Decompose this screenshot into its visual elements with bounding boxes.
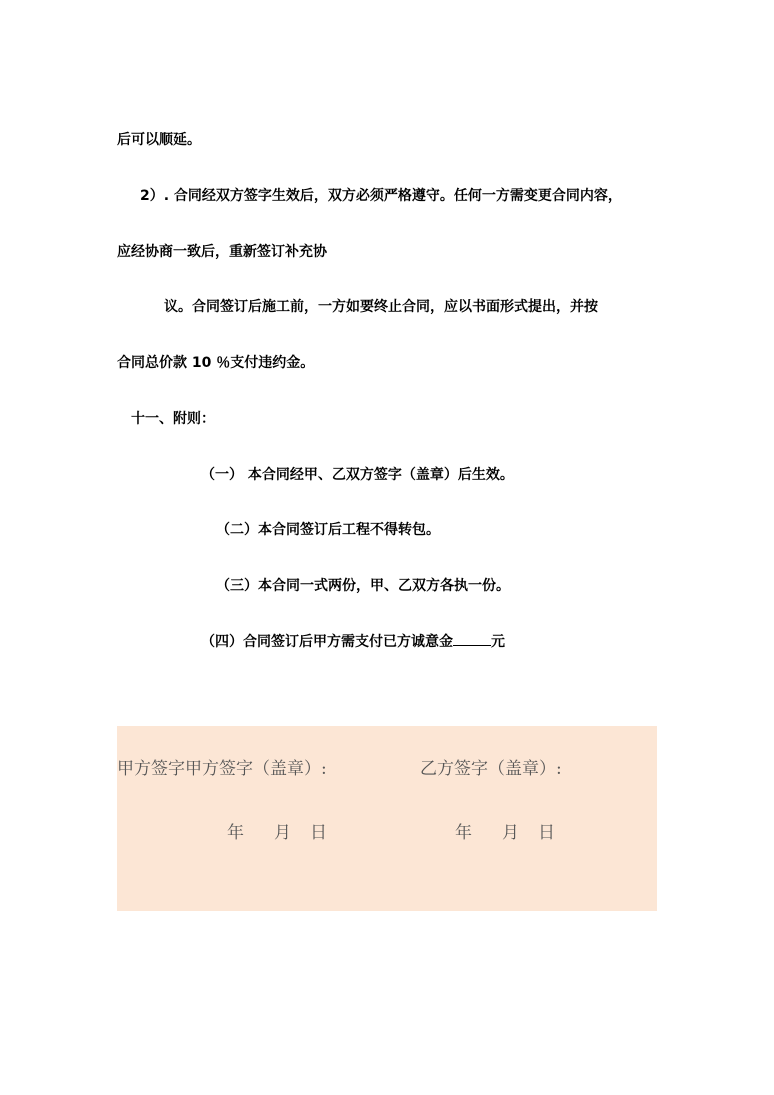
month-label: 月 <box>502 823 519 843</box>
signature-area <box>117 726 657 911</box>
month-label: 月 <box>274 823 291 843</box>
deposit-amount-blank <box>453 632 491 646</box>
termination-text: 议。合同签订后施工前，一方如要终止合同，应以书面形式提出，并按 <box>164 299 598 315</box>
day-label: 日 <box>310 823 327 843</box>
year-label: 年 <box>227 823 244 843</box>
clause-4-suffix: 元 <box>491 634 505 650</box>
penalty-text: 合同总价款 10 ％支付违约金。 <box>117 355 315 371</box>
section-heading: 十一、附则： <box>131 411 215 427</box>
clause-2-text: 2）. 合同经双方签字生效后，双方必须严格遵守。任何一方需变更合同内容， <box>140 188 622 204</box>
supplementary-clause-4 <box>201 632 505 652</box>
clause-2-continued: 应经协商一致后，重新签订补充协 <box>117 244 327 260</box>
continuation-line: 后可以顺延。 <box>117 132 201 148</box>
party-a-signature-label: 甲方签字甲方签字（盖章）: <box>117 759 327 779</box>
year-label: 年 <box>455 823 472 843</box>
day-label: 日 <box>538 823 555 843</box>
clause-4-prefix: （四）合同签订后甲方需支付已方诚意金 <box>201 634 453 650</box>
supplementary-clause-3: （三）本合同一式两份，甲、乙双方各执一份。 <box>216 578 510 594</box>
supplementary-clause-1: （一） 本合同经甲、乙双方签字（盖章）后生效。 <box>201 467 514 483</box>
party-b-signature-label: 乙方签字（盖章）: <box>420 759 562 779</box>
supplementary-clause-2: （二）本合同签订后工程不得转包。 <box>216 522 440 538</box>
